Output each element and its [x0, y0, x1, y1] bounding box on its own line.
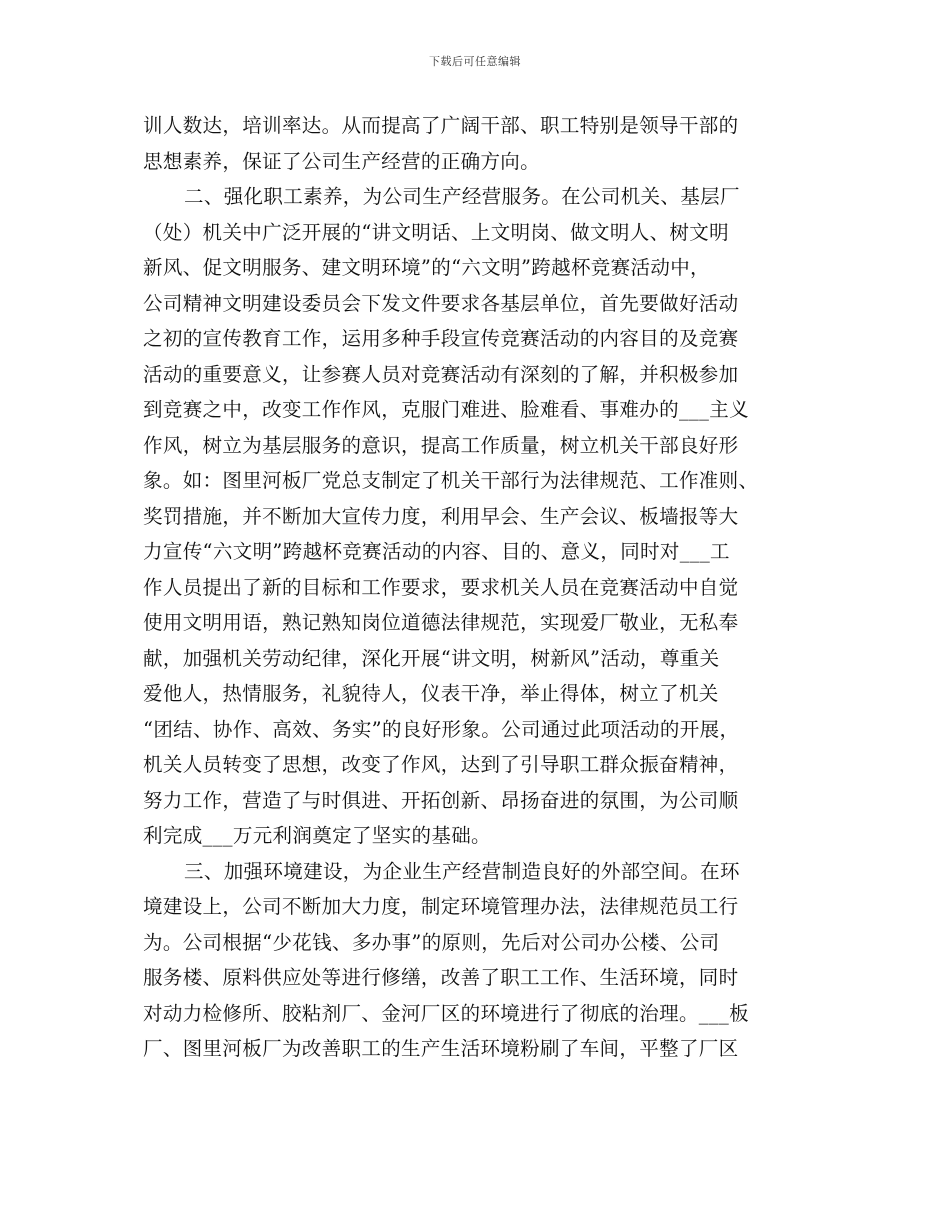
text-line: 使用文明用语，熟记熟知岗位道德法律规范，实现爱厂敬业，无私奉 [143, 611, 739, 634]
text-line: 公司精神文明建设委员会下发文件要求各基层单位，首先要做好活动 [143, 291, 739, 315]
text-line: “团结、协作、高效、务实”的良好形象。公司通过此项活动的开展， [143, 717, 740, 741]
text-line: 作人员提出了新的目标和工作要求，要求机关人员在竞赛活动中自觉 [143, 575, 739, 599]
text-line: 对动力检修所、胶粘剂厂、金河厂区的环境进行了彻底的治理。___板 [143, 1001, 749, 1025]
text-line: 利完成___万元利润奠定了坚实的基础。 [143, 824, 491, 847]
text-line: 力宣传“六文明”跨越杯竞赛活动的内容、目的、意义，同时对___工 [143, 540, 730, 563]
text-line: 到竞赛之中，改变工作作风，克服门难进、脸难看、事难办的___主义 [143, 398, 749, 421]
text-line: 为。公司根据“少花钱、多办事”的原则，先后对公司办公楼、公司 [143, 930, 720, 954]
text-line: （处）机关中广泛开展的“讲文明话、上文明岗、做文明人、树文明 [143, 220, 729, 244]
text-line: 献，加强机关劳动纪律，深化开展“讲文明，树新风”活动，尊重关 [143, 646, 720, 670]
text-line: 机关人员转变了思想，改变了作风，达到了引导职工群众振奋精神， [143, 753, 739, 776]
text-line: 三、加强环境建设，为企业生产经营制造良好的外部空间。在环 [184, 859, 740, 883]
text-line: 服务楼、原料供应处等进行修缮，改善了职工工作、生活环境，同时 [143, 966, 739, 989]
document-body [143, 108, 823, 1067]
text-line: 象。如：图里河板厂党总支制定了机关干部行为法律规范、工作准则、 [143, 469, 759, 492]
text-line: 思想素养，保证了公司生产经营的正确方向。 [143, 149, 541, 173]
page-header: 下载后可任意编辑 [429, 55, 521, 68]
text-line: 新风、促文明服务、建文明环境”的“六文明”跨越杯竞赛活动中， [143, 256, 710, 279]
text-line: 奖罚措施，并不断加大宣传力度，利用早会、生产会议、板墙报等大 [143, 504, 739, 528]
text-line: 训人数达，培训率达。从而提高了广阔干部、职工特别是领导干部的 [143, 114, 739, 137]
text-line: 之初的宣传教育工作，运用多种手段宣传竞赛活动的内容目的及竞赛 [143, 327, 739, 350]
text-line: 活动的重要意义，让参赛人员对竞赛活动有深刻的了解，并积极参加 [143, 362, 739, 386]
text-line: 作风，树立为基层服务的意识，提高工作质量，树立机关干部良好形 [143, 433, 739, 457]
text-line: 爱他人，热情服务，礼貌待人，仪表干净，举止得体，树立了机关 [143, 682, 719, 705]
text-line: 二、强化职工素养，为公司生产经营服务。在公司机关、基层厂 [184, 185, 740, 208]
text-line: 境建设上，公司不断加大力度，制定环境管理办法，法律规范员工行 [143, 895, 739, 918]
text-line: 努力工作，营造了与时俱进、开拓创新、昂扬奋进的氛围，为公司顺 [143, 788, 739, 812]
text-line: 厂、图里河板厂为改善职工的生产生活环境粉刷了车间，平整了厂区 [143, 1037, 739, 1060]
